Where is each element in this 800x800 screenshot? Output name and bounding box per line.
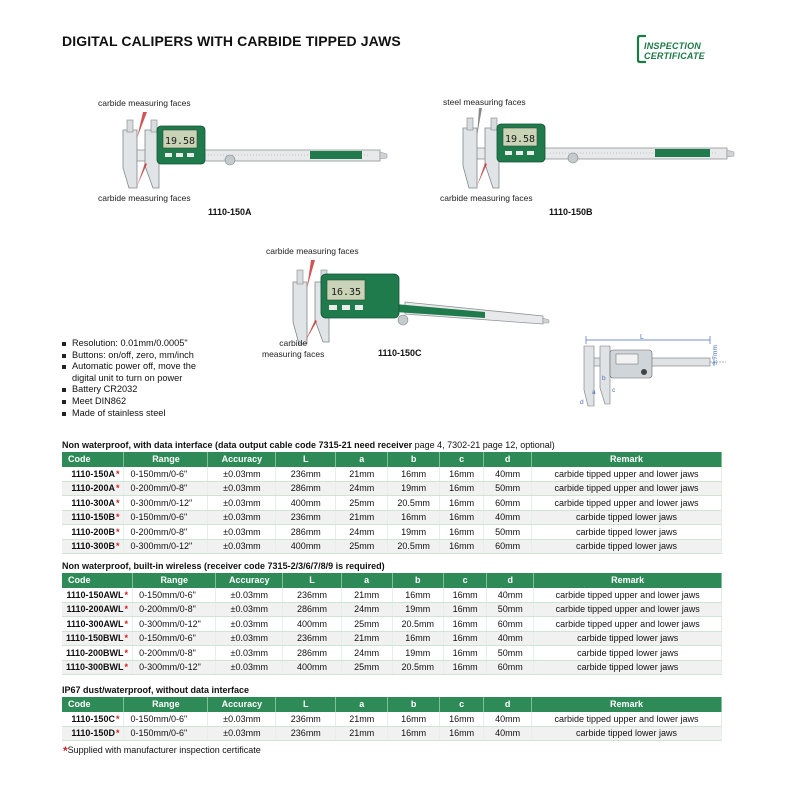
- section-1-title: Non waterproof, with data interface: [62, 440, 213, 450]
- table-cell-c: 16mm: [440, 726, 484, 741]
- table-cell-remark: carbide tipped lower jaws: [532, 539, 722, 554]
- feature-item: Made of stainless steel: [62, 408, 196, 420]
- table-cell-a: 21mm: [336, 712, 388, 727]
- table-cell-d: 40mm: [484, 726, 532, 741]
- table-cell-range: 0-300mm/0-12": [133, 617, 216, 632]
- table-cell-range: 0-200mm/0-8": [133, 602, 216, 617]
- product-code-cell: [62, 726, 124, 741]
- column-header: b: [388, 452, 440, 467]
- figure-c-bottom-label-line-2: measuring faces: [262, 349, 325, 359]
- caliper-c-display: 16.35: [330, 287, 362, 298]
- column-header: Code: [62, 697, 124, 712]
- table-cell-d: 50mm: [487, 602, 534, 617]
- product-code-cell: [62, 646, 133, 661]
- table-header-row: [62, 452, 722, 467]
- column-header: Remark: [532, 452, 722, 467]
- table-cell-remark: carbide tipped upper and lower jaws: [534, 588, 722, 603]
- table-cell-range: 0-200mm/0-8": [124, 481, 208, 496]
- table-cell-remark: carbide tipped lower jaws: [534, 660, 722, 675]
- table-cell-c: 16mm: [443, 617, 486, 632]
- spec-table-data-interface: [62, 452, 722, 554]
- product-code: 1110-150A: [71, 468, 115, 479]
- table-cell-range: 0-150mm/0-6": [133, 631, 216, 646]
- section-1-heading: [62, 440, 555, 450]
- product-code: 1110-300A: [71, 497, 115, 508]
- table-cell-l: 286mm: [276, 525, 336, 540]
- table-cell-d: 40mm: [484, 712, 532, 727]
- caliper-a-display: 19.58: [164, 136, 196, 147]
- dimension-diagram: [578, 332, 730, 410]
- feature-item: Battery CR2032: [62, 384, 196, 396]
- product-code-cell: [62, 602, 133, 617]
- table-cell-a: 21mm: [341, 588, 392, 603]
- product-code-cell: [62, 496, 124, 511]
- table-header-row: [62, 573, 722, 588]
- product-code: 1110-150BWL: [66, 633, 124, 644]
- table-cell-b: 19mm: [388, 481, 440, 496]
- caliper-b-display: 19.58: [504, 134, 536, 145]
- dim-a-label: a: [592, 389, 596, 396]
- certificate-star: *: [115, 512, 120, 523]
- certificate-line-2: CERTIFICATE: [644, 50, 705, 61]
- table-cell-remark: carbide tipped lower jaws: [532, 510, 722, 525]
- footnote: [62, 744, 261, 758]
- dim-b-label: b: [602, 375, 606, 382]
- table-cell-remark: carbide tipped upper and lower jaws: [532, 481, 722, 496]
- certificate-line-1: INSPECTION: [644, 41, 702, 51]
- table-cell-b: 20.5mm: [388, 496, 440, 511]
- page-title: DIGITAL CALIPERS WITH CARBIDE TIPPED JAWS: [62, 33, 401, 49]
- certificate-text: [644, 42, 705, 61]
- table-cell-d: 60mm: [484, 539, 532, 554]
- table-cell-l: 236mm: [276, 712, 336, 727]
- figure-c-bottom-label-line-1: carbide: [279, 338, 308, 348]
- table-cell-remark: carbide tipped upper and lower jaws: [532, 467, 722, 482]
- feature-item: Resolution: 0.01mm/0.0005": [62, 338, 196, 350]
- table-cell-l: 236mm: [283, 588, 342, 603]
- figure-b-bottom-label: carbide measuring faces: [440, 193, 533, 203]
- table-cell-accuracy: ±0.03mm: [216, 617, 283, 632]
- section-1-note-2: page 4, 7302-21: [414, 440, 481, 450]
- product-code-cell: [62, 525, 124, 540]
- column-header: Remark: [534, 573, 722, 588]
- feature-item-continuation: digital unit to turn on power: [72, 372, 183, 383]
- table-cell-d: 40mm: [484, 467, 532, 482]
- certificate-star: *: [124, 589, 129, 600]
- table-row: [62, 660, 722, 675]
- table-row: [62, 712, 722, 727]
- product-code-cell: [62, 631, 133, 646]
- certificate-star: *: [115, 713, 120, 724]
- column-header: d: [487, 573, 534, 588]
- column-header: Range: [124, 697, 208, 712]
- table-header-row: [62, 697, 722, 712]
- column-header: a: [341, 573, 392, 588]
- feature-item: Buttons: on/off, zero, mm/inch: [62, 350, 196, 362]
- table-cell-range: 0-150mm/0-6": [124, 510, 208, 525]
- product-code-cell: [62, 510, 124, 525]
- column-header: b: [392, 573, 443, 588]
- figure-a-top-label: carbide measuring faces: [98, 98, 191, 108]
- table-cell-accuracy: ±0.03mm: [216, 602, 283, 617]
- spec-table-wireless: [62, 573, 722, 675]
- dim-d-label: d: [580, 399, 584, 406]
- certificate-star: *: [115, 483, 120, 494]
- table-cell-a: 21mm: [336, 510, 388, 525]
- table-cell-a: 24mm: [336, 525, 388, 540]
- table-row: [62, 726, 722, 741]
- product-code-cell: [62, 481, 124, 496]
- product-code: 1110-150D: [71, 728, 115, 739]
- table-cell-b: 16mm: [388, 712, 440, 727]
- table-cell-b: 16mm: [392, 588, 443, 603]
- table-cell-b: 16mm: [388, 726, 440, 741]
- table-cell-accuracy: ±0.03mm: [216, 588, 283, 603]
- table-cell-remark: carbide tipped lower jaws: [534, 631, 722, 646]
- table-cell-d: 50mm: [484, 481, 532, 496]
- footnote-text: Supplied with manufacturer inspection certificate: [67, 745, 261, 755]
- column-header: c: [440, 697, 484, 712]
- column-header: L: [283, 573, 342, 588]
- column-header: L: [276, 697, 336, 712]
- product-code-cell: [62, 467, 124, 482]
- column-header: Code: [62, 573, 133, 588]
- table-cell-l: 400mm: [283, 660, 342, 675]
- table-cell-a: 21mm: [341, 631, 392, 646]
- table-cell-d: 40mm: [484, 510, 532, 525]
- table-cell-remark: carbide tipped upper and lower jaws: [532, 496, 722, 511]
- table-cell-range: 0-300mm/0-12": [133, 660, 216, 675]
- figure-a-bottom-label: carbide measuring faces: [98, 193, 191, 203]
- table-row: [62, 588, 722, 603]
- caliper-1110-150b-image: [455, 108, 737, 190]
- table-row: [62, 617, 722, 632]
- table-cell-accuracy: ±0.03mm: [216, 660, 283, 675]
- table-cell-a: 25mm: [341, 660, 392, 675]
- column-header: c: [443, 573, 486, 588]
- product-code: 1110-300AWL: [66, 618, 124, 629]
- table-cell-c: 16mm: [443, 631, 486, 646]
- table-cell-d: 60mm: [487, 660, 534, 675]
- table-cell-remark: carbide tipped lower jaws: [534, 646, 722, 661]
- product-code: 1110-300B: [71, 541, 115, 552]
- product-code: 1110-200AWL: [66, 604, 124, 615]
- certificate-star: *: [124, 604, 129, 615]
- column-header: Accuracy: [208, 697, 276, 712]
- column-header: L: [276, 452, 336, 467]
- table-row: [62, 481, 722, 496]
- column-header: Remark: [532, 697, 722, 712]
- certificate-star: *: [124, 633, 129, 644]
- table-row: [62, 631, 722, 646]
- table-cell-c: 16mm: [443, 588, 486, 603]
- certificate-star: *: [124, 662, 129, 673]
- footnote-star: *: [63, 744, 68, 758]
- dim-37-label: 3.7mm: [712, 345, 719, 365]
- table-cell-c: 16mm: [443, 602, 486, 617]
- table-cell-b: 19mm: [388, 525, 440, 540]
- table-cell-l: 236mm: [276, 510, 336, 525]
- table-cell-l: 400mm: [276, 496, 336, 511]
- table-cell-a: 21mm: [336, 726, 388, 741]
- table-cell-b: 20.5mm: [388, 539, 440, 554]
- table-cell-accuracy: ±0.03mm: [216, 646, 283, 661]
- product-code: 1110-150B: [71, 512, 115, 523]
- table-cell-range: 0-150mm/0-6": [133, 588, 216, 603]
- table-cell-a: 25mm: [336, 496, 388, 511]
- table-cell-accuracy: ±0.03mm: [208, 712, 276, 727]
- section-2-heading: Non waterproof, built-in wireless (receiver code 7315-2/3/6/7/8/9 is required): [62, 561, 385, 571]
- table-cell-l: 400mm: [276, 539, 336, 554]
- product-code: 1110-200A: [71, 483, 115, 494]
- figure-c-top-label: carbide measuring faces: [266, 246, 359, 256]
- table-cell-remark: carbide tipped upper and lower jaws: [534, 602, 722, 617]
- product-code-cell: [62, 617, 133, 632]
- table-cell-remark: carbide tipped lower jaws: [532, 525, 722, 540]
- table-cell-d: 40mm: [487, 588, 534, 603]
- section-1-note-3: page 12, optional): [482, 440, 555, 450]
- figure-c-bottom-label: [262, 338, 324, 360]
- certificate-star: *: [115, 468, 120, 479]
- product-code: 1110-200BWL: [66, 647, 124, 658]
- table-cell-l: 236mm: [283, 631, 342, 646]
- table-cell-b: 20.5mm: [392, 660, 443, 675]
- table-cell-c: 16mm: [443, 660, 486, 675]
- table-row: [62, 539, 722, 554]
- table-cell-range: 0-300mm/0-12": [124, 496, 208, 511]
- table-cell-accuracy: ±0.03mm: [208, 539, 276, 554]
- figure-a-model: 1110-150A: [208, 207, 252, 217]
- dim-L-label: L: [640, 334, 644, 341]
- table-cell-accuracy: ±0.03mm: [208, 481, 276, 496]
- table-cell-range: 0-150mm/0-6": [124, 467, 208, 482]
- table-cell-l: 286mm: [283, 602, 342, 617]
- table-cell-accuracy: ±0.03mm: [208, 496, 276, 511]
- table-cell-b: 16mm: [388, 467, 440, 482]
- table-cell-range: 0-300mm/0-12": [124, 539, 208, 554]
- table-row: [62, 496, 722, 511]
- table-cell-accuracy: ±0.03mm: [208, 510, 276, 525]
- table-row: [62, 646, 722, 661]
- table-cell-l: 400mm: [283, 617, 342, 632]
- product-code: 1110-150C: [71, 713, 115, 724]
- section-3-heading: IP67 dust/waterproof, without data interface: [62, 685, 250, 695]
- feature-item: Automatic power off, move the: [62, 361, 196, 373]
- table-cell-c: 16mm: [440, 510, 484, 525]
- table-row: [62, 467, 722, 482]
- column-header: Range: [133, 573, 216, 588]
- caliper-1110-150a-image: [115, 108, 390, 190]
- table-cell-l: 286mm: [283, 646, 342, 661]
- column-header: Accuracy: [216, 573, 283, 588]
- table-cell-accuracy: ±0.03mm: [208, 726, 276, 741]
- spec-table-waterproof: [62, 697, 722, 741]
- table-cell-remark: carbide tipped lower jaws: [532, 726, 722, 741]
- table-cell-remark: carbide tipped upper and lower jaws: [534, 617, 722, 632]
- table-cell-range: 0-200mm/0-8": [133, 646, 216, 661]
- table-row: [62, 525, 722, 540]
- column-header: Code: [62, 452, 124, 467]
- table-cell-accuracy: ±0.03mm: [216, 631, 283, 646]
- table-cell-c: 16mm: [440, 712, 484, 727]
- table-cell-d: 60mm: [487, 617, 534, 632]
- product-code-cell: [62, 539, 124, 554]
- table-cell-d: 50mm: [487, 646, 534, 661]
- table-cell-l: 236mm: [276, 467, 336, 482]
- table-cell-b: 20.5mm: [392, 617, 443, 632]
- certificate-star: *: [124, 647, 129, 658]
- table-cell-c: 16mm: [440, 481, 484, 496]
- table-cell-b: 19mm: [392, 646, 443, 661]
- table-cell-d: 60mm: [484, 496, 532, 511]
- column-header: a: [336, 452, 388, 467]
- table-cell-a: 25mm: [336, 539, 388, 554]
- product-code-cell: [62, 588, 133, 603]
- column-header: a: [336, 697, 388, 712]
- caliper-1110-150c-image: [285, 258, 550, 348]
- inspection-certificate-logo: [636, 34, 728, 64]
- product-code-cell: [62, 712, 124, 727]
- table-cell-a: 24mm: [341, 602, 392, 617]
- certificate-star: *: [124, 618, 129, 629]
- table-cell-c: 16mm: [440, 467, 484, 482]
- table-cell-a: 24mm: [336, 481, 388, 496]
- table-cell-remark: carbide tipped upper and lower jaws: [532, 712, 722, 727]
- table-row: [62, 602, 722, 617]
- table-cell-b: 19mm: [392, 602, 443, 617]
- product-code: 1110-200B: [71, 526, 115, 537]
- section-1-note: (data output cable code 7315-21 need receiver: [215, 440, 413, 450]
- table-cell-a: 21mm: [336, 467, 388, 482]
- column-header: b: [388, 697, 440, 712]
- column-header: d: [484, 452, 532, 467]
- table-cell-b: 16mm: [392, 631, 443, 646]
- certificate-star: *: [115, 541, 120, 552]
- table-cell-accuracy: ±0.03mm: [208, 525, 276, 540]
- table-cell-a: 24mm: [341, 646, 392, 661]
- table-cell-l: 236mm: [276, 726, 336, 741]
- table-cell-c: 16mm: [443, 646, 486, 661]
- table-cell-range: 0-200mm/0-8": [124, 525, 208, 540]
- figure-b-model: 1110-150B: [549, 207, 593, 217]
- table-cell-d: 40mm: [487, 631, 534, 646]
- table-row: [62, 510, 722, 525]
- feature-list: [62, 338, 196, 419]
- figure-b-top-label: steel measuring faces: [443, 97, 526, 107]
- product-code: 1110-150AWL: [66, 589, 124, 600]
- feature-item: Meet DIN862: [62, 396, 196, 408]
- table-cell-c: 16mm: [440, 525, 484, 540]
- table-cell-range: 0-150mm/0-6": [124, 712, 208, 727]
- table-cell-l: 286mm: [276, 481, 336, 496]
- table-cell-accuracy: ±0.03mm: [208, 467, 276, 482]
- figure-c-model: 1110-150C: [378, 348, 422, 358]
- dim-c-label: c: [612, 387, 616, 394]
- table-cell-b: 16mm: [388, 510, 440, 525]
- product-code-cell: [62, 660, 133, 675]
- certificate-star: *: [115, 497, 120, 508]
- column-header: c: [440, 452, 484, 467]
- certificate-star: *: [115, 526, 120, 537]
- table-cell-range: 0-150mm/0-6": [124, 726, 208, 741]
- table-cell-c: 16mm: [440, 539, 484, 554]
- certificate-star: *: [115, 728, 120, 739]
- table-cell-c: 16mm: [440, 496, 484, 511]
- table-cell-a: 25mm: [341, 617, 392, 632]
- column-header: d: [484, 697, 532, 712]
- table-cell-d: 50mm: [484, 525, 532, 540]
- column-header: Range: [124, 452, 208, 467]
- product-code: 1110-300BWL: [66, 662, 124, 673]
- column-header: Accuracy: [208, 452, 276, 467]
